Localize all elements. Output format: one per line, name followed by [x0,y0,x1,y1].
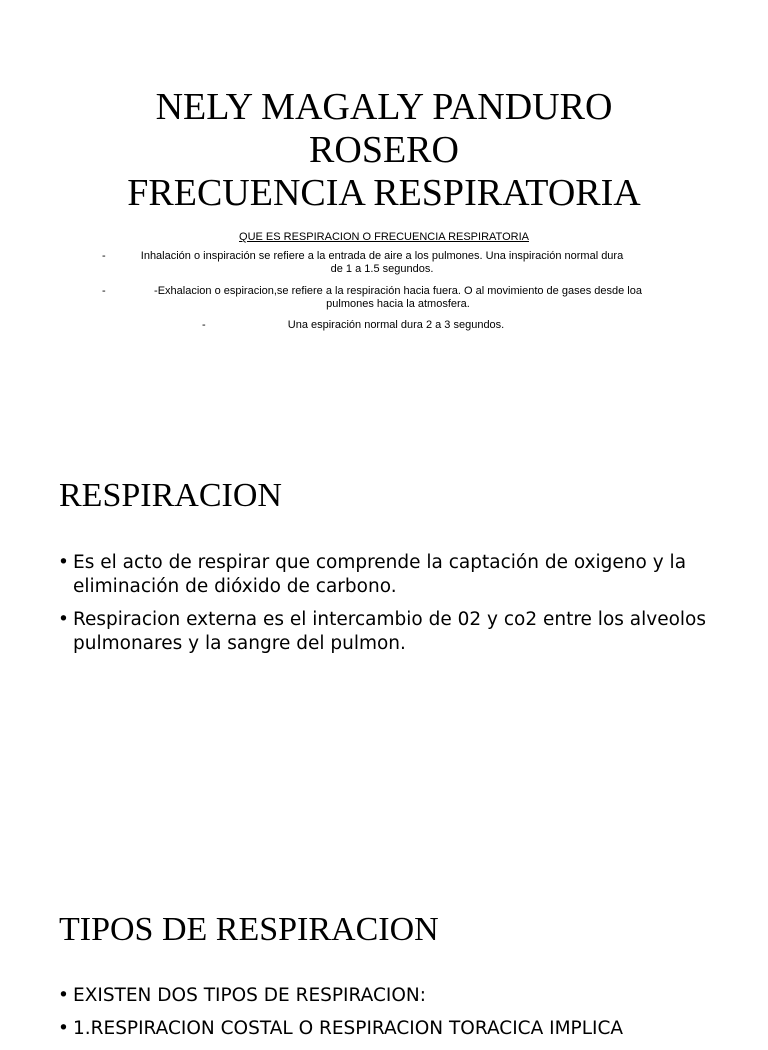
title-line: ROSERO [309,129,459,171]
list-item-text [102,285,694,310]
slide-respiracion [0,430,768,860]
bullet-text: Es el acto de respirar que comprende la captación de oxigeno y la eliminación de dióxido de carbono. [73,552,687,597]
bullet-marker: • [58,552,69,573]
section-title: RESPIRACION [59,477,282,514]
bullet-item [58,984,718,1008]
list-item-line: Una espiración normal dura 2 a 3 segundos. [287,319,505,331]
list-marker: - [102,250,106,262]
section-title: TIPOS DE RESPIRACION [59,911,439,948]
list-marker: - [202,319,206,331]
bullet-item [58,608,718,656]
list-marker: - [102,285,106,297]
bullet-text: EXISTEN DOS TIPOS DE RESPIRACION: [73,985,426,1006]
bullet-item [58,551,718,599]
bullet-list [58,984,718,1050]
list-item-text [202,319,590,332]
title-line: NELY MAGALY PANDURO [155,86,613,128]
list-item-line: de 1 a 1.5 segundos. [330,262,434,275]
bullet-text: Respiracion externa es el intercambio de 02 y co2 entre los alveolos pulmonares y la sangre del pulmon. [73,609,707,654]
bullet-list [58,551,718,665]
bullet-marker: • [58,1018,69,1039]
slide-tipos-respiracion [0,860,768,1039]
slide-title [0,0,768,430]
bullet-item [58,1017,718,1041]
list-item-line: Inhalación o inspiración se refiere a la entrada de aire a los pulmones. Una inspiración normal dura [140,250,624,262]
bullet-marker: • [58,985,69,1006]
list-item-line: pulmones hacia la atmosfera. [326,297,470,310]
title-line: FRECUENCIA RESPIRATORIA [127,172,641,214]
list-item-text [102,250,662,275]
bullet-marker: • [58,609,69,630]
list-item-line: -Exhalacion o espiracion,se refiere a la respiración hacia fuera. O al movimiento de gases desde loa [154,285,642,297]
subtitle-heading: QUE ES RESPIRACION O FRECUENCIA RESPIRATORIA [239,231,529,243]
page-title [60,86,708,215]
bullet-text: 1.RESPIRACION COSTAL O RESPIRACION TORACICA IMPLICA [73,1018,624,1039]
